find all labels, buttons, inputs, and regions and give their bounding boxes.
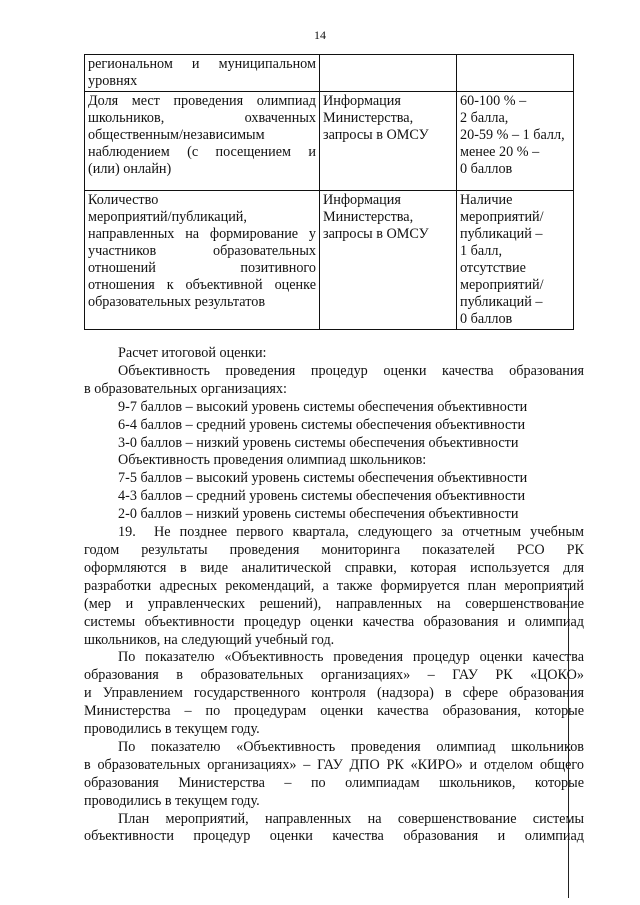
scoring-cell: [457, 92, 574, 191]
olymp-heading: Объективность проведения олимпиад школьников:: [118, 452, 427, 469]
scoring-cell-line: 0 баллов: [460, 161, 513, 177]
item-19-line: оформляются в виде аналитической справки, которая используется для: [84, 559, 584, 576]
item-19-text: Не позднее первого квартала, следующего за отчетным учебным: [154, 524, 584, 541]
para-proc-line: образования в образовательных организациях» – ГАУ РК «ЦОКО»: [84, 667, 584, 684]
para-proc-line: По показателю «Объективность проведения процедур оценки качества: [118, 649, 584, 666]
source-cell-line: Министерства,: [323, 209, 414, 225]
source-cell-line: Информация: [323, 93, 401, 109]
item-19-line: разработки адресных рекомендаций, а также формируется план мероприятий: [84, 577, 584, 594]
scoring-cell-line: мероприятий/: [460, 277, 544, 293]
scoring-cell-line: Наличие: [460, 192, 513, 208]
scoring-cell-line: 60-100 % –: [460, 93, 527, 109]
para-proc-line-last: проводились в текущем году.: [84, 721, 260, 738]
indicator-cell-line: уровнях: [88, 73, 138, 89]
proc-objectivity-line-cont: в образовательных организациях:: [84, 380, 287, 397]
scoring-cell-line: 1 балл,: [460, 243, 502, 259]
proc-level-high: 9-7 баллов – высокий уровень системы обеспечения объективности: [118, 398, 528, 415]
proc-level-low: 3-0 баллов – низкий уровень системы обеспечения объективности: [118, 434, 519, 451]
indicator-cell-line: участников образовательных: [88, 243, 316, 259]
scoring-cell-line: публикаций –: [460, 294, 543, 310]
criteria-table: [84, 54, 574, 330]
source-cell-line: Информация: [323, 192, 401, 208]
scoring-cell-line: мероприятий/: [460, 209, 544, 225]
proc-level-mid: 6-4 баллов – средний уровень системы обеспечения объективности: [118, 416, 526, 433]
olymp-level-high: 7-5 баллов – высокий уровень системы обеспечения объективности: [118, 470, 528, 487]
para-olymp-line-last: проводились в текущем году.: [84, 792, 260, 809]
indicator-cell-line: наблюдением (с посещением и: [88, 144, 316, 160]
para-olymp-line: в образовательных организациях» – ГАУ ДПО РК «КИРО» и отделом общего: [84, 756, 584, 773]
source-cell: [320, 191, 457, 330]
olymp-level-mid: 4-3 баллов – средний уровень системы обеспечения объективности: [118, 488, 526, 505]
indicator-cell-line: школьников, охваченных: [88, 110, 316, 126]
source-cell-line: запросы в ОМСУ: [323, 226, 429, 242]
indicator-cell-line: направленных на формирование у: [88, 226, 316, 242]
proc-objectivity-line: Объективность проведения процедур оценки качества образования: [118, 362, 584, 379]
scoring-cell: [457, 191, 574, 330]
source-cell: [320, 92, 457, 191]
olymp-level-low: 2-0 баллов – низкий уровень системы обеспечения объективности: [118, 506, 519, 523]
indicator-cell-line: образовательных результатов: [88, 294, 266, 310]
indicator-cell-line: региональном и муниципальном: [88, 56, 316, 72]
indicator-cell-line: (или) онлайн): [88, 161, 172, 177]
item-19-line: системы объективности процедур оценки качества образования и олимпиад: [84, 613, 584, 630]
scoring-cell-line: отсутствие: [460, 260, 526, 276]
para-plan-line: План мероприятий, направленных на совершенствование системы: [118, 810, 584, 827]
indicator-cell-line: Количество: [88, 192, 159, 208]
item-19-line: годом результаты проведения мониторинга показателей РСО РК: [84, 541, 584, 558]
scoring-cell-line: 0 баллов: [460, 311, 513, 327]
source-cell: [320, 55, 457, 92]
item-19-line-last: школьников, на следующий учебный год.: [84, 631, 335, 648]
indicator-cell: [85, 92, 320, 191]
indicator-cell-line: общественным/независимым: [88, 127, 265, 143]
scoring-cell-line: публикаций –: [460, 226, 543, 242]
source-cell-line: Министерства,: [323, 110, 414, 126]
para-olymp-line: образования Министерства – по олимпиадам школьников, которые: [84, 774, 584, 791]
calc-heading: Расчет итоговой оценки:: [118, 345, 267, 361]
scoring-cell-line: 20-59 % – 1 балл,: [460, 127, 565, 143]
scoring-cell: [457, 55, 574, 92]
scoring-cell-line: менее 20 % –: [460, 144, 540, 160]
table-row: [85, 92, 574, 191]
source-cell-line: запросы в ОМСУ: [323, 127, 429, 143]
body-text: [84, 345, 584, 846]
indicator-cell: [85, 191, 320, 330]
page-number: 14: [314, 28, 326, 42]
indicator-cell-line: Доля мест проведения олимпиад: [88, 93, 316, 109]
item-19-number: 19.: [118, 524, 136, 541]
para-proc-line: и Управлением государственного контроля (надзора) в сфере образования: [84, 685, 584, 702]
indicator-cell-line: отношения к объективной оценке: [88, 277, 316, 293]
para-olymp-line: По показателю «Объективность проведения олимпиад школьников: [118, 738, 584, 755]
indicator-cell-line: мероприятий/публикаций,: [88, 209, 247, 225]
item-19-first-line: [84, 524, 584, 542]
table-row: [85, 55, 574, 92]
item-19-line: (мер и управленческих решений), направленных на совершенствование: [84, 595, 584, 612]
scoring-cell-line: 2 балла,: [460, 110, 509, 126]
indicator-cell-line: отношений позитивного: [88, 260, 316, 276]
para-proc-line: Министерства – по процедурам оценки качества образования, которые: [84, 703, 584, 720]
table-row: [85, 191, 574, 330]
para-plan-line: объективности процедур оценки качества образования и олимпиад: [84, 828, 584, 845]
indicator-cell: [85, 55, 320, 92]
